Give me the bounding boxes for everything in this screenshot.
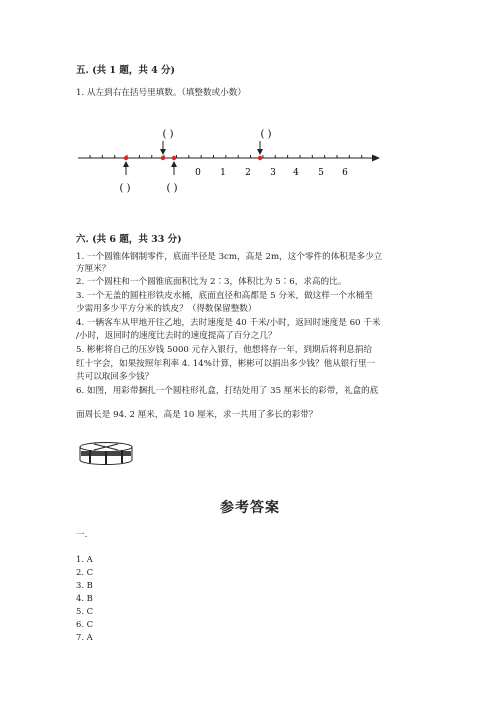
problem-text-line: 共可以取回多少钱？ xyxy=(76,372,154,382)
problem-text-line: 4. 一辆客车从甲地开往乙地，去时速度是 40 千米/小时，返回时速度是 60 千米 xyxy=(76,318,381,328)
answer-blank: ( ) xyxy=(260,129,272,140)
point-marker xyxy=(161,156,165,160)
answer-item: 3. B xyxy=(76,580,93,590)
down-arrow xyxy=(257,141,263,155)
tick-label: 1 xyxy=(220,168,226,178)
point-marker xyxy=(172,156,176,160)
question-1-text: 1. 从左到右在括号里填数。（填整数或小数） xyxy=(76,88,246,98)
down-arrow xyxy=(160,141,166,155)
tick-label: 0 xyxy=(195,168,201,178)
problem-text-line: 2. 一个圆柱和一个圆锥底面积比为 2∶3，体积比为 5∶6，求高的比。 xyxy=(76,277,347,287)
answer-blank: ( ) xyxy=(162,129,174,140)
answer-item: 5. C xyxy=(76,606,94,616)
problem-text-line: 1. 一个圆锥体钢制零件，底面半径是 3cm，高是 2m，这个零件的体积是多少立 xyxy=(76,252,383,262)
answers-section-label: 一. xyxy=(76,530,88,540)
answer-blank: ( ) xyxy=(166,183,178,194)
problem-text-line: 3. 一个无盖的圆柱形铁皮水桶，底面直径和高都是 5 分米，做这样一个水桶至 xyxy=(76,291,373,301)
problem-text-line: 少需用多少平方分米的铁皮？（得数保留整数） xyxy=(76,304,257,314)
tick-label: 2 xyxy=(245,168,251,178)
answer-item: 2. C xyxy=(76,567,94,577)
problem-text-line: 方厘米？ xyxy=(76,264,111,274)
tick-label: 5 xyxy=(318,168,324,178)
answers-title: 参考答案 xyxy=(220,500,280,516)
up-arrow xyxy=(123,161,129,175)
point-marker xyxy=(124,156,128,160)
tick-label: 3 xyxy=(270,168,276,178)
tick-label: 4 xyxy=(293,168,299,178)
problem-text-line: 面周长是 94. 2 厘米，高是 10 厘米，求一共用了多长的彩带？ xyxy=(76,410,318,420)
gift-box-figure xyxy=(76,441,136,467)
problem-text-line: 红十字会，如果按照年利率 4. 14%计算，彬彬可以捐出多少钱？他从银行里一 xyxy=(76,359,376,369)
answer-blank: ( ) xyxy=(119,183,131,194)
up-arrow xyxy=(171,161,177,175)
number-line-labels xyxy=(195,168,348,178)
section-6-heading: 六. (共 6 题，共 33 分) xyxy=(76,234,182,245)
problem-text-line: 5. 彬彬将自己的压岁钱 5000 元存入银行，他想将存一年，到期后将利息捐给 xyxy=(76,345,373,355)
answer-item: 7. A xyxy=(76,632,93,642)
number-line-axis xyxy=(78,155,380,162)
number-line-figure xyxy=(70,120,390,200)
answer-item: 6. C xyxy=(76,619,94,629)
tick-label: 6 xyxy=(342,168,348,178)
point-marker xyxy=(258,156,262,160)
section-5-heading: 五. (共 1 题，共 4 分) xyxy=(76,65,176,76)
answer-item: 4. B xyxy=(76,593,93,603)
problem-text-line: 6. 如图，用彩带捆扎一个圆柱形礼盒，打结处用了 35 厘米长的彩带，礼盒的底 xyxy=(76,386,379,396)
problem-text-line: /小时，返回时的速度比去时的速度提高了百分之几？ xyxy=(76,331,277,341)
answer-item: 1. A xyxy=(76,554,93,564)
